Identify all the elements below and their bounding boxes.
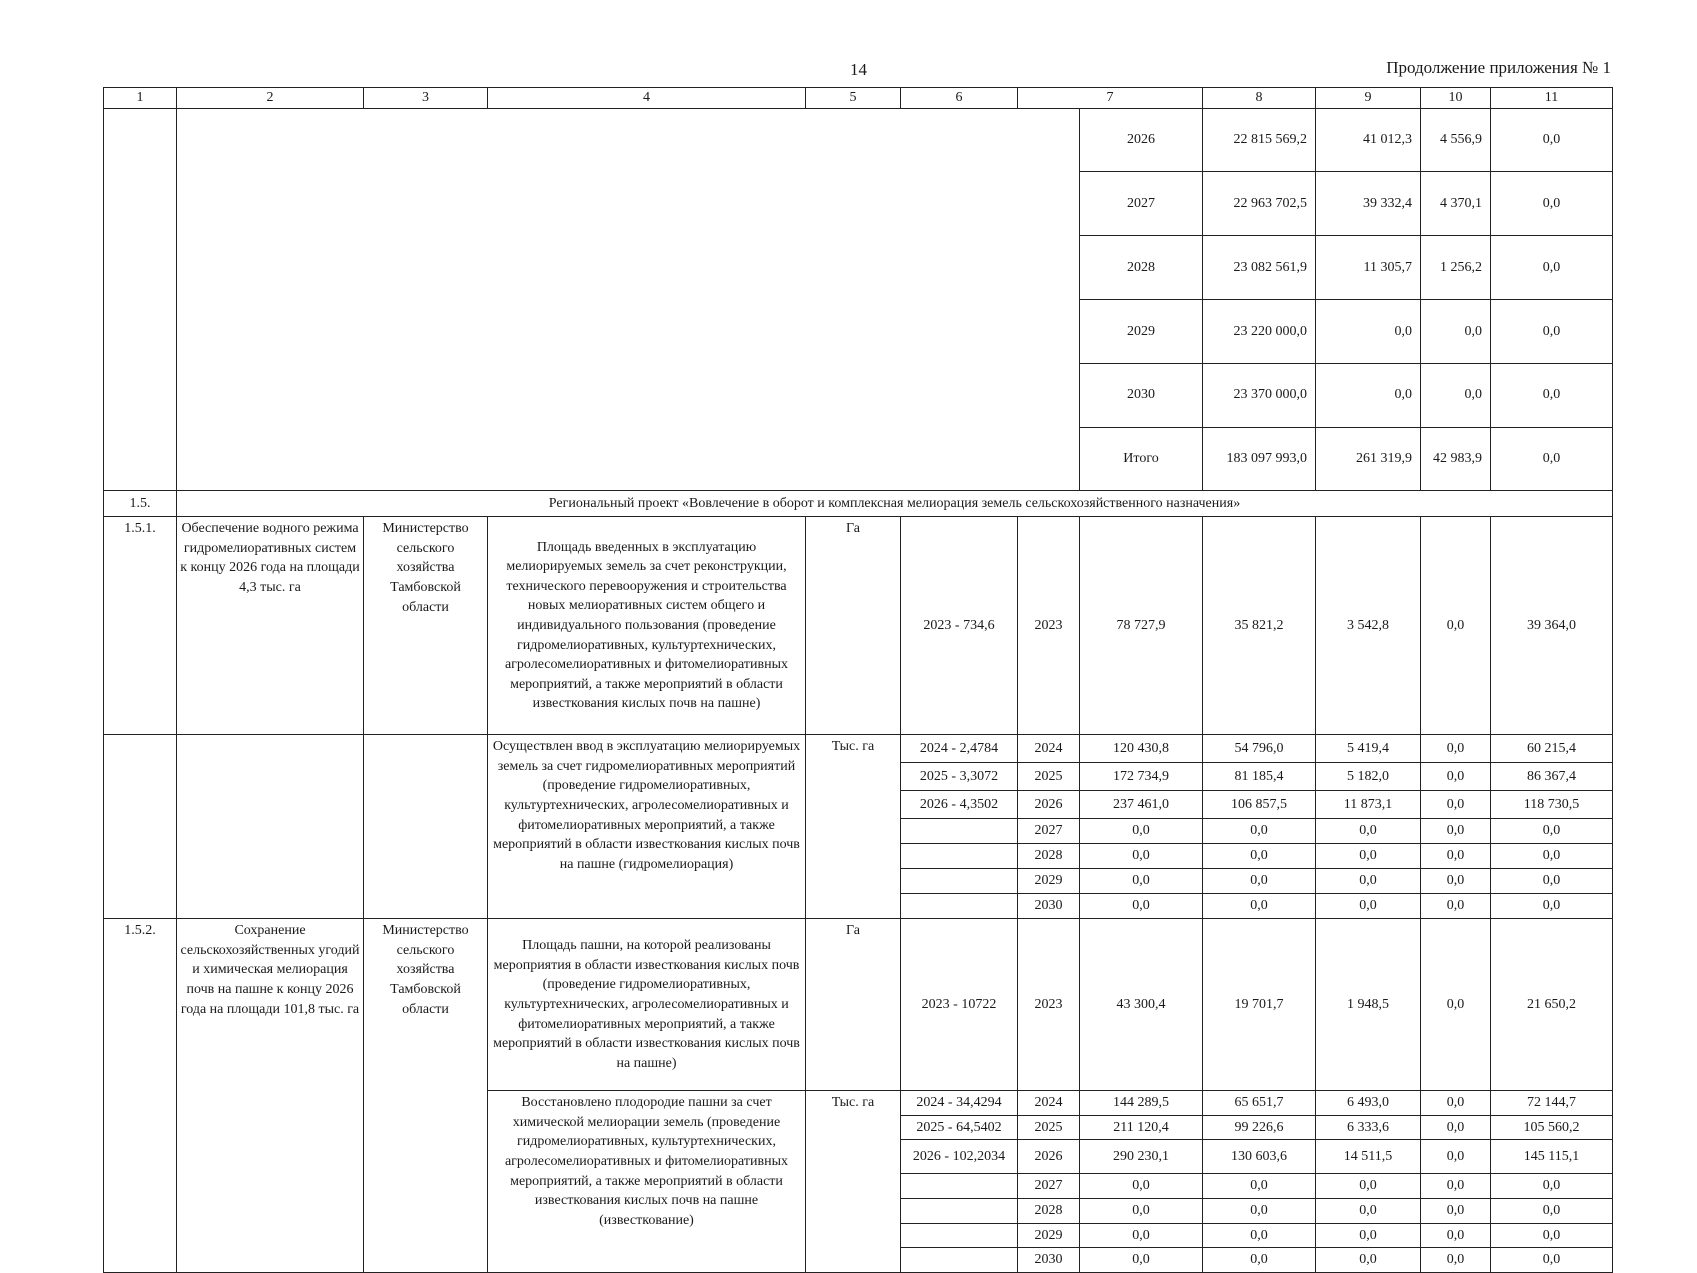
amount-cell: 0,0 (1316, 299, 1421, 363)
indicator-value (901, 844, 1018, 869)
amount-cell: 0,0 (1491, 427, 1613, 491)
indicator-value (901, 1199, 1018, 1224)
amount-cell: 0,0 (1491, 869, 1613, 894)
amount-cell: 0,0 (1203, 844, 1316, 869)
amount-cell: 81 185,4 (1203, 763, 1316, 791)
indicator-value: 2025 - 3,3072 (901, 763, 1018, 791)
amount-cell: 22 815 569,2 (1203, 108, 1316, 172)
page-number: 14 (850, 60, 867, 79)
table-row (104, 88, 1613, 109)
year-cell: 2028 (1018, 1199, 1080, 1224)
column-number-header: 1 (104, 88, 177, 109)
amount-cell: 0,0 (1203, 894, 1316, 919)
indicator-text: Осуществлен ввод в эксплуатацию мелиорируемых земель за счет гидромелиоративных мероприятий (проведение гидромелиоративных, культуртехнических, агролесомелиоративных и фитомелиоративных мероприятий, а также мероприятий в области известкования кислых почв на пашне (гидромелиорация) (488, 735, 806, 919)
amount-cell: 0,0 (1080, 1174, 1203, 1199)
year-cell: 2025 (1018, 763, 1080, 791)
empty-cell (364, 735, 488, 919)
column-number-header: 5 (806, 88, 901, 109)
year-cell: 2024 (1018, 735, 1080, 763)
indicator-value: 2026 - 102,2034 (901, 1140, 1018, 1174)
amount-cell: 23 220 000,0 (1203, 299, 1316, 363)
amount-cell: 0,0 (1421, 1174, 1491, 1199)
amount-cell: 0,0 (1491, 1199, 1613, 1224)
amount-cell: 4 556,9 (1421, 108, 1491, 172)
amount-cell: 0,0 (1316, 894, 1421, 919)
amount-cell: 0,0 (1421, 1091, 1491, 1116)
column-number-header: 4 (488, 88, 806, 109)
amount-cell: 39 364,0 (1491, 517, 1613, 735)
item-name: Сохранение сельскохозяйственных угодий и химическая мелиорация почв на пашне к концу 2026 года на площади 101,8 тыс. га (177, 919, 364, 1273)
amount-cell: 60 215,4 (1491, 735, 1613, 763)
amount-cell: 172 734,9 (1080, 763, 1203, 791)
item-number: 1.5.1. (104, 517, 177, 735)
amount-cell: 86 367,4 (1491, 763, 1613, 791)
amount-cell: 0,0 (1421, 1223, 1491, 1248)
year-cell: 2023 (1018, 517, 1080, 735)
table-row (104, 108, 1613, 172)
year-cell: 2029 (1018, 1223, 1080, 1248)
appendix-continuation-label: Продолжение приложения № 1 (1386, 58, 1611, 77)
indicator-value: 2023 - 734,6 (901, 517, 1018, 735)
year-cell: 2030 (1018, 1248, 1080, 1273)
amount-cell: 145 115,1 (1491, 1140, 1613, 1174)
item-executor: Министерство сельского хозяйства Тамбовской области (364, 517, 488, 735)
amount-cell: 0,0 (1491, 894, 1613, 919)
year-cell: 2030 (1080, 363, 1203, 427)
amount-cell: 0,0 (1421, 763, 1491, 791)
column-number-header: 7 (1018, 88, 1203, 109)
year-cell: 2023 (1018, 919, 1080, 1091)
year-cell: 2027 (1018, 1174, 1080, 1199)
year-cell: 2028 (1018, 844, 1080, 869)
amount-cell: 0,0 (1203, 1223, 1316, 1248)
amount-cell: 211 120,4 (1080, 1115, 1203, 1140)
amount-cell: 5 182,0 (1316, 763, 1421, 791)
indicator-value: 2025 - 64,5402 (901, 1115, 1018, 1140)
amount-cell: 0,0 (1316, 1248, 1421, 1273)
indicator-unit: Тыс. га (806, 1091, 901, 1273)
amount-cell: 39 332,4 (1316, 172, 1421, 236)
indicator-value (901, 1223, 1018, 1248)
indicator-value (901, 819, 1018, 844)
amount-cell: 0,0 (1316, 1174, 1421, 1199)
amount-cell: 0,0 (1080, 869, 1203, 894)
amount-cell: 0,0 (1080, 1199, 1203, 1224)
amount-cell: 237 461,0 (1080, 791, 1203, 819)
amount-cell: 0,0 (1491, 819, 1613, 844)
amount-cell: 21 650,2 (1491, 919, 1613, 1091)
column-number-header: 8 (1203, 88, 1316, 109)
amount-cell: 0,0 (1080, 1223, 1203, 1248)
amount-cell: 1 948,5 (1316, 919, 1421, 1091)
indicator-unit: Га (806, 517, 901, 735)
table-row (104, 735, 1613, 763)
column-number-header: 3 (364, 88, 488, 109)
amount-cell: 106 857,5 (1203, 791, 1316, 819)
amount-cell: 0,0 (1080, 1248, 1203, 1273)
indicator-value (901, 1248, 1018, 1273)
amount-cell: 0,0 (1316, 869, 1421, 894)
amount-cell: 72 144,7 (1491, 1091, 1613, 1116)
indicator-value (901, 869, 1018, 894)
amount-cell: 54 796,0 (1203, 735, 1316, 763)
section-number: 1.5. (104, 491, 177, 517)
amount-cell: 0,0 (1421, 1248, 1491, 1273)
amount-cell: 105 560,2 (1491, 1115, 1613, 1140)
item-number: 1.5.2. (104, 919, 177, 1273)
amount-cell: 0,0 (1421, 869, 1491, 894)
amount-cell: 0,0 (1421, 1140, 1491, 1174)
amount-cell: 0,0 (1421, 819, 1491, 844)
amount-cell: 0,0 (1491, 299, 1613, 363)
indicator-value: 2024 - 2,4784 (901, 735, 1018, 763)
amount-cell: 41 012,3 (1316, 108, 1421, 172)
indicator-value: 2026 - 4,3502 (901, 791, 1018, 819)
amount-cell: 0,0 (1491, 236, 1613, 300)
year-cell: 2026 (1080, 108, 1203, 172)
column-number-header: 11 (1491, 88, 1613, 109)
amount-cell: 0,0 (1421, 791, 1491, 819)
amount-cell: 42 983,9 (1421, 427, 1491, 491)
empty-cell (177, 735, 364, 919)
amount-cell: 3 542,8 (1316, 517, 1421, 735)
item-executor: Министерство сельского хозяйства Тамбовской области (364, 919, 488, 1273)
amount-cell: 11 873,1 (1316, 791, 1421, 819)
amount-cell: 43 300,4 (1080, 919, 1203, 1091)
item-name: Обеспечение водного режима гидромелиоративных систем к концу 2026 года на площади 4,3 тыс. га (177, 517, 364, 735)
year-cell: 2030 (1018, 894, 1080, 919)
amount-cell: 22 963 702,5 (1203, 172, 1316, 236)
budget-table (103, 87, 1613, 1273)
amount-cell: 19 701,7 (1203, 919, 1316, 1091)
year-cell: 2026 (1018, 1140, 1080, 1174)
amount-cell: 183 097 993,0 (1203, 427, 1316, 491)
empty-cell (104, 108, 177, 491)
amount-cell: 0,0 (1491, 363, 1613, 427)
amount-cell: 0,0 (1080, 844, 1203, 869)
column-number-header: 10 (1421, 88, 1491, 109)
amount-cell: 0,0 (1421, 844, 1491, 869)
amount-cell: 1 256,2 (1421, 236, 1491, 300)
amount-cell: 0,0 (1421, 735, 1491, 763)
amount-cell: 5 419,4 (1316, 735, 1421, 763)
column-number-header: 2 (177, 88, 364, 109)
indicator-text: Площадь введенных в эксплуатацию мелиорируемых земель за счет реконструкции, технического перевооружения и строительства новых мелиоративных систем общего и индивидуального пользования (проведение гидромелиоративных, культуртехнических, агролесомелиоративных и фитомелиоративных мероприятий, а также мероприятий в области известкования кислых почв на пашне) (488, 517, 806, 735)
column-number-header: 6 (901, 88, 1018, 109)
amount-cell: 0,0 (1491, 108, 1613, 172)
amount-cell: 6 333,6 (1316, 1115, 1421, 1140)
amount-cell: 0,0 (1316, 363, 1421, 427)
amount-cell: 0,0 (1203, 1174, 1316, 1199)
amount-cell: 144 289,5 (1080, 1091, 1203, 1116)
empty-cell (177, 108, 1080, 491)
indicator-value (901, 1174, 1018, 1199)
amount-cell: 0,0 (1080, 819, 1203, 844)
amount-cell: 0,0 (1203, 819, 1316, 844)
amount-cell: 0,0 (1421, 919, 1491, 1091)
indicator-text: Площадь пашни, на которой реализованы мероприятия в области известкования кислых почв (проведение гидромелиоративных, культуртехнических, агролесомелиоративных и фитомелиоративных мероприятий, а также мероприятий в области известкования кислых почв на пашне) (488, 919, 806, 1091)
year-cell: 2029 (1080, 299, 1203, 363)
table-row (104, 517, 1613, 735)
amount-cell: 14 511,5 (1316, 1140, 1421, 1174)
empty-cell (104, 735, 177, 919)
column-number-header: 9 (1316, 88, 1421, 109)
section-title: Региональный проект «Вовлечение в оборот и комплексная мелиорация земель сельскохозяйственного назначения» (177, 491, 1613, 517)
amount-cell: 23 082 561,9 (1203, 236, 1316, 300)
amount-cell: 23 370 000,0 (1203, 363, 1316, 427)
indicator-unit: Га (806, 919, 901, 1091)
amount-cell: 99 226,6 (1203, 1115, 1316, 1140)
amount-cell: 130 603,6 (1203, 1140, 1316, 1174)
year-cell: 2025 (1018, 1115, 1080, 1140)
table-row (104, 919, 1613, 1091)
amount-cell: 35 821,2 (1203, 517, 1316, 735)
amount-cell: 11 305,7 (1316, 236, 1421, 300)
indicator-value: 2023 - 10722 (901, 919, 1018, 1091)
year-cell: Итого (1080, 427, 1203, 491)
year-cell: 2027 (1080, 172, 1203, 236)
year-cell: 2029 (1018, 869, 1080, 894)
amount-cell: 0,0 (1421, 517, 1491, 735)
amount-cell: 0,0 (1316, 819, 1421, 844)
year-cell: 2024 (1018, 1091, 1080, 1116)
amount-cell: 78 727,9 (1080, 517, 1203, 735)
amount-cell: 261 319,9 (1316, 427, 1421, 491)
indicator-value (901, 894, 1018, 919)
amount-cell: 0,0 (1421, 363, 1491, 427)
amount-cell: 4 370,1 (1421, 172, 1491, 236)
amount-cell: 0,0 (1491, 1248, 1613, 1273)
amount-cell: 0,0 (1421, 1115, 1491, 1140)
year-cell: 2027 (1018, 819, 1080, 844)
amount-cell: 0,0 (1203, 869, 1316, 894)
amount-cell: 0,0 (1491, 172, 1613, 236)
year-cell: 2028 (1080, 236, 1203, 300)
amount-cell: 0,0 (1421, 299, 1491, 363)
indicator-unit: Тыс. га (806, 735, 901, 919)
amount-cell: 0,0 (1491, 844, 1613, 869)
indicator-value: 2024 - 34,4294 (901, 1091, 1018, 1116)
table-row (104, 491, 1613, 517)
amount-cell: 120 430,8 (1080, 735, 1203, 763)
amount-cell: 0,0 (1316, 844, 1421, 869)
amount-cell: 0,0 (1491, 1223, 1613, 1248)
amount-cell: 0,0 (1491, 1174, 1613, 1199)
amount-cell: 0,0 (1421, 1199, 1491, 1224)
amount-cell: 0,0 (1203, 1199, 1316, 1224)
amount-cell: 6 493,0 (1316, 1091, 1421, 1116)
amount-cell: 0,0 (1203, 1248, 1316, 1273)
amount-cell: 0,0 (1080, 894, 1203, 919)
amount-cell: 118 730,5 (1491, 791, 1613, 819)
year-cell: 2026 (1018, 791, 1080, 819)
indicator-text: Восстановлено плодородие пашни за счет химической мелиорации земель (проведение гидромелиоративных, культуртехнических, агролесомелиоративных и фитомелиоративных мероприятий, а также мероприятий в области известкования кислых почв на пашне (известкование) (488, 1091, 806, 1273)
amount-cell: 290 230,1 (1080, 1140, 1203, 1174)
amount-cell: 0,0 (1421, 894, 1491, 919)
amount-cell: 65 651,7 (1203, 1091, 1316, 1116)
amount-cell: 0,0 (1316, 1223, 1421, 1248)
amount-cell: 0,0 (1316, 1199, 1421, 1224)
